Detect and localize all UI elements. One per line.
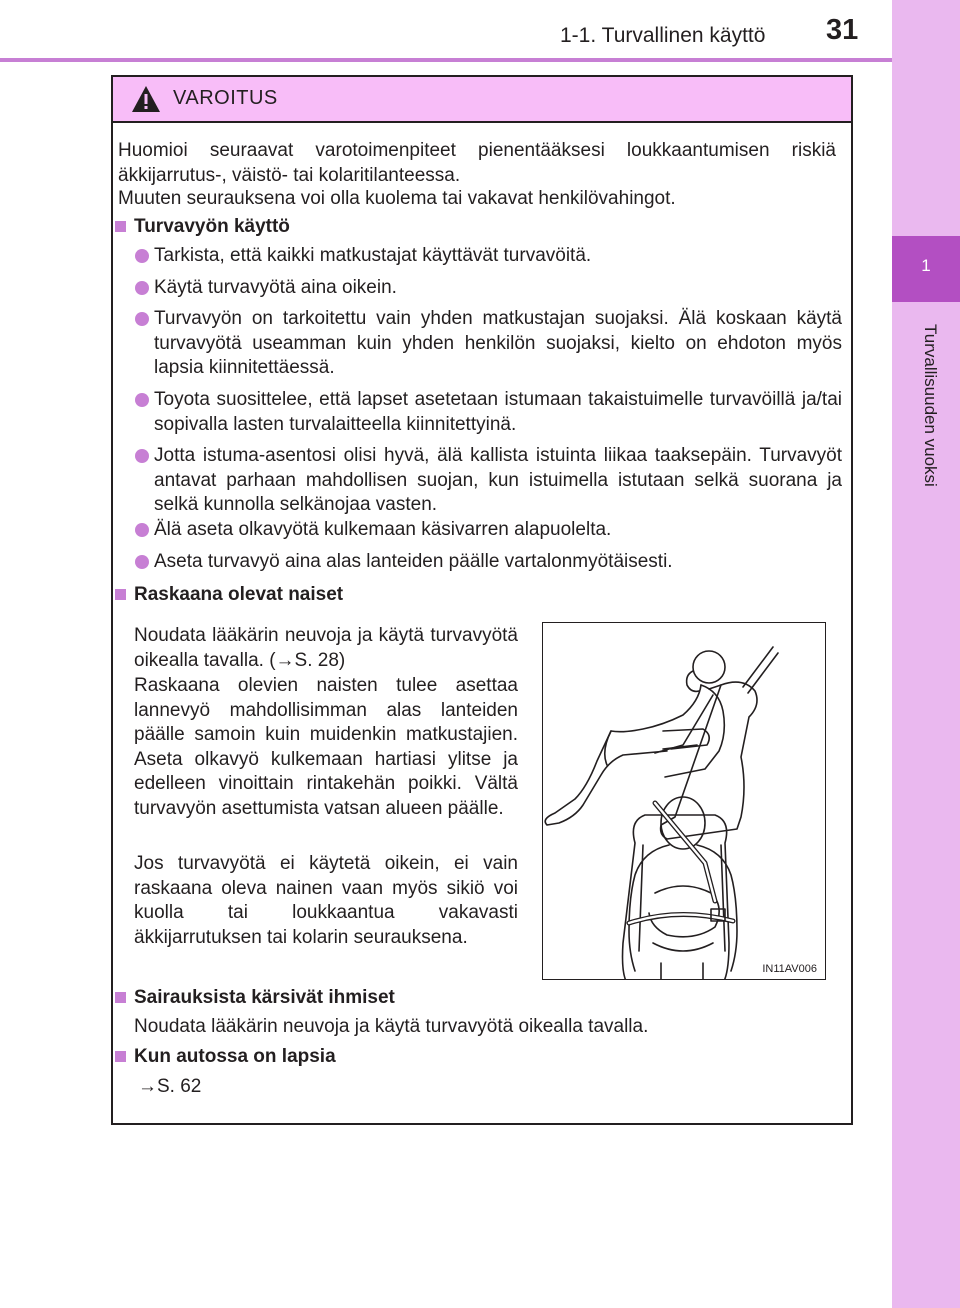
intro-consequence: Muuten seurauksena voi olla kuolema tai vakavat henkilövahingot. [118, 188, 676, 209]
bullet-dot [135, 249, 149, 263]
warning-header [113, 77, 851, 123]
section-title: 1-1. Turvallinen käyttö [560, 24, 766, 47]
children-reference: →S. 62 [138, 1076, 202, 1097]
bullet-dot [135, 393, 149, 407]
section-heading-illness: Sairauksista kärsivät ihmiset [134, 987, 395, 1008]
pregnant-seatbelt-illustration [542, 622, 826, 980]
bullet-dot [135, 523, 149, 537]
bullet-item: Älä aseta olkavyötä kulkemaan käsivarren alapuolelta. [154, 519, 612, 540]
side-strip [892, 0, 960, 1308]
bullet-dot [135, 449, 149, 463]
chapter-label: Turvallisuuden vuoksi [921, 324, 940, 487]
bullet-dot [135, 281, 149, 295]
section-marker [115, 1051, 126, 1062]
section-marker [115, 992, 126, 1003]
header-rule [0, 58, 892, 62]
bullet-item: Tarkista, että kaikki matkustajat käyttävät turvavöitä. [154, 245, 592, 266]
bullet-item: Jotta istuma-asentosi olisi hyvä, älä kallista istuinta liikaa taaksepäin. Turvavyöt antavat parhaan mahdollisen suojan, kun istuimella istutaan selkä suorana ja selkä kunnolla selkänojaa vasten. [154, 445, 842, 515]
bullet-item: Aseta turvavyö aina alas lanteiden päälle vartalonmyötäisesti. [154, 551, 673, 572]
bullet-dot [135, 312, 149, 326]
illustration-drawing [543, 623, 825, 979]
section-heading-seatbelt-use: Turvavyön käyttö [134, 216, 290, 237]
bullet-item: Toyota suosittelee, että lapset asetetaan istumaan takaistuimelle turvavöillä ja/tai sopivalla lasten turvalaitteella kiinnitettyinä. [154, 389, 842, 435]
bullet-item: Turvavyön on tarkoitettu vain yhden matkustajan suojaksi. Älä koskaan käytä turvavyötä useamman kuin yhden henkilön suojaksi, kielto on ehdoton myös lapsia kiinnitettäessä. [154, 308, 842, 378]
section-marker [115, 221, 126, 232]
warning-title: VAROITUS [173, 87, 278, 109]
section-heading-pregnant: Raskaana olevat naiset [134, 584, 344, 605]
bullet-item: Käytä turvavyötä aina oikein. [154, 277, 397, 298]
pregnant-paragraph: Noudata lääkärin neuvoja ja käytä turvavyötä oikealla tavalla. (→S. 28) [134, 625, 518, 671]
section-marker [115, 589, 126, 600]
illness-text: Noudata lääkärin neuvoja ja käytä turvavyötä oikealla tavalla. [134, 1016, 649, 1037]
bullet-dot [135, 555, 149, 569]
intro-paragraph: Huomioi seuraavat varotoimenpiteet pienentääksesi loukkaantumisen riskiä äkkijarrutus-, väistö- tai kolaritilanteessa. [118, 140, 836, 186]
page-number: 31 [826, 14, 859, 46]
section-heading-children: Kun autossa on lapsia [134, 1046, 336, 1067]
figure-code: IN11AV006 [762, 963, 817, 975]
pregnant-paragraph: Jos turvavyötä ei käytetä oikein, ei vain raskaana oleva nainen vaan myös sikiö voi kuolla tai loukkaantua vakavasti äkkijarrutuksen tai kolarin seurauksena. [134, 853, 518, 948]
chapter-number: 1 [921, 256, 931, 275]
warning-triangle-icon [131, 85, 161, 113]
pregnant-paragraph: Raskaana olevien naisten tulee asettaa lannevyö mahdollisimman alas lanteiden päälle samoin kuin muidenkin matkustajien. Aseta olkavyö kulkemaan hartiasi ylitse ja edelleen vinoittain rintakehän poikki. Vältä turvavyön asettumista vatsan alueen päälle. [134, 675, 518, 819]
